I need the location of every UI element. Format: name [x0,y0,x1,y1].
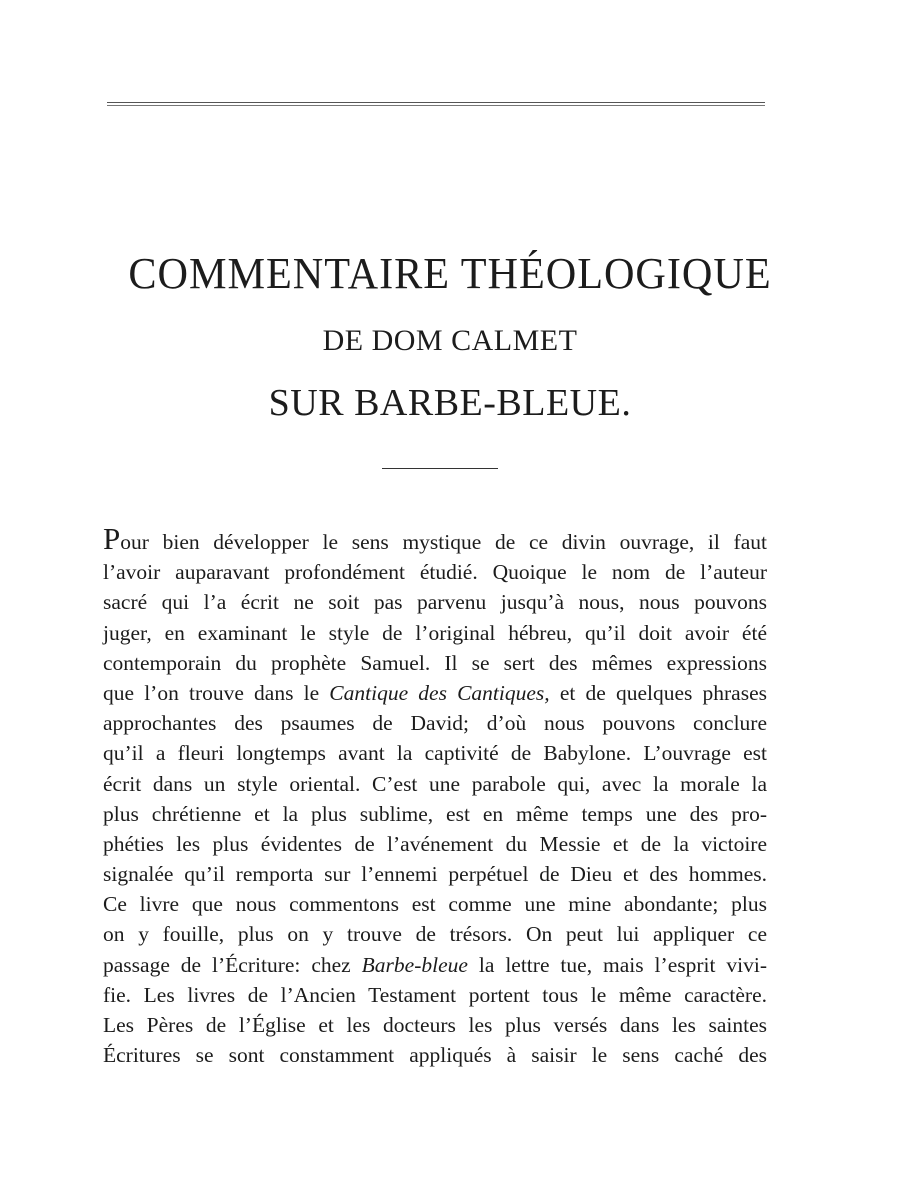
body-paragraph [103,521,768,1070]
text-segment: our bien développer le sens mystique de ce divin ouvrage, il faut [120,530,767,554]
text-segment: passage de l’Écriture: chez [103,952,362,977]
text-segment: qu’il a fleuri longtemps avant la captivité de Babylone. L’ouvrage est [103,741,767,766]
text-segment: plus chrétienne et la plus sublime, est en même temps une des pro- [103,801,767,826]
text-segment: fie. Les livres de l’Ancien Testament portent tous le même caractère. [103,982,767,1007]
text-segment: approchantes des psaumes de David; d’où nous pouvons conclure [103,711,767,736]
text-line [103,738,767,768]
italic-title: Cantique des Cantiques, [329,680,550,705]
title-separator-rule [382,468,498,469]
text-segment: que l’on trouve dans le [103,680,330,705]
text-line [103,587,767,617]
text-line [103,919,767,949]
text-line [103,648,767,678]
text-line [103,829,767,859]
text-segment: contemporain du prophète Samuel. Il se sert des mêmes expressions [103,650,767,675]
text-line [103,521,767,557]
text-segment: on y fouille, plus on y trouve de trésors. On peut lui appliquer ce [103,922,767,947]
drop-cap: P [103,521,121,556]
text-segment: Les Pères de l’Église et les docteurs les plus versés dans les saintes [103,1013,767,1037]
title-line-3: SUR BARBE-BLEUE. [268,382,632,424]
text-line [103,1010,767,1040]
text-segment: et de quelques phrases [549,680,767,705]
text-segment: juger, en examinant le style de l’original hébreu, qu’il doit avoir été [103,620,767,645]
text-segment: phéties les plus évidentes de l’avénement du Messie et de la victoire [103,831,767,856]
title-line-1: COMMENTAIRE THÉOLOGIQUE [128,249,772,298]
text-segment: la lettre tue, mais l’esprit vivi- [467,952,768,977]
text-line [103,678,767,708]
text-segment: sacré qui l’a écrit ne soit pas parvenu jusqu’à nous, nous pouvons [103,590,767,615]
italic-title: Barbe-bleue [361,952,468,977]
top-double-rule [107,102,765,106]
text-segment: signalée qu’il remporta sur l’ennemi perpétuel de Dieu et des hommes. [103,862,767,887]
text-line [103,769,767,799]
text-segment: Écritures se sont constamment appliqués à saisir le sens caché des [103,1043,767,1068]
text-segment: écrit dans un style oriental. C’est une parabole qui, avec la morale la [103,771,767,796]
text-line [103,980,767,1010]
text-line [103,799,767,829]
title-line-2: DE DOM CALMET [322,324,578,357]
text-line [103,950,767,980]
text-segment: Ce livre que nous commentons est comme une mine abondante; plus [103,892,767,917]
text-line [103,1040,767,1070]
text-line [103,889,767,919]
text-line [103,859,767,889]
text-line [103,618,767,648]
text-line [103,557,767,587]
text-segment: l’avoir auparavant profondément étudié. Quoique le nom de l’auteur [103,560,767,585]
text-line [103,708,767,738]
